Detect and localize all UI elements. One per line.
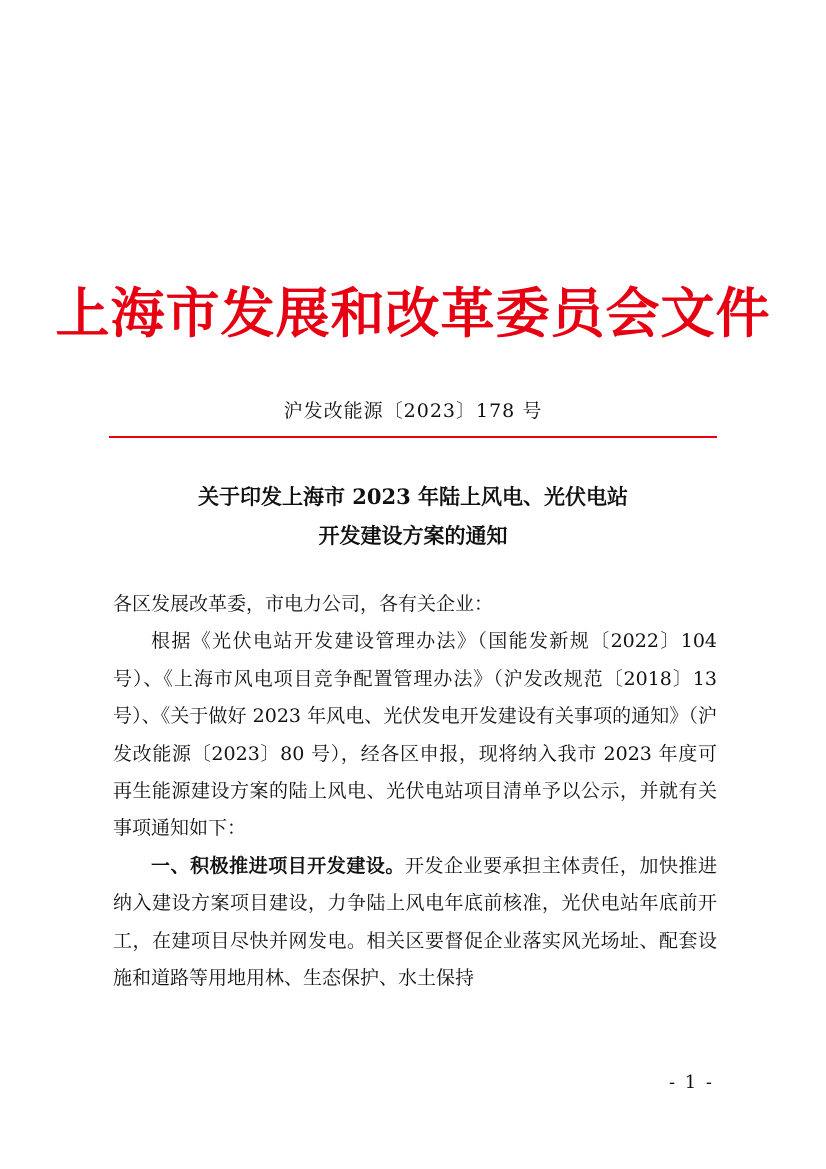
section-1-text: 开发企业要承担主体责任，加快推进纳入建设方案项目建设，力争陆上风电年底前核准，光伏电站年底前开工，在建项目尽快并网发电。相关区要督促企业落实风光场址、配套设施和道路等用地用林、生态保护、水土保持 [113, 854, 717, 990]
notice-title-line-2: 开发建设方案的通知 [318, 523, 508, 548]
document-body [113, 586, 717, 997]
notice-title-line-1: 关于印发上海市 2023 年陆上风电、光伏电站 [197, 484, 629, 509]
page-number: - 1 - [668, 1072, 714, 1093]
addressee-line: 各区发展改革委，市电力公司，各有关企业： [113, 593, 494, 615]
notice-title [0, 477, 826, 555]
section-1-heading: 一、积极推进项目开发建设。 [151, 854, 405, 877]
document-number: 沪发改能源〔2023〕178 号 [283, 400, 543, 422]
section-1-paragraph [113, 848, 717, 998]
document-header-title: 上海市发展和改革委员会文件 [55, 281, 771, 345]
red-divider-rule [109, 436, 717, 438]
intro-paragraph: 根据《光伏电站开发建设管理办法》（国能发新规〔2022〕104 号）、《上海市风电项目竞争配置管理办法》（沪发改规范〔2018〕13 号）、《关于做好 2023 年风电、光伏发电开发建设有关事项的通知》（沪发改能源〔2023〕80 号），经各区申报，现将纳入我市 2023 年度可再生能源建设方案的陆上风电、光伏电站项目清单予以公示，并就有关事项通知如下： [113, 630, 717, 840]
